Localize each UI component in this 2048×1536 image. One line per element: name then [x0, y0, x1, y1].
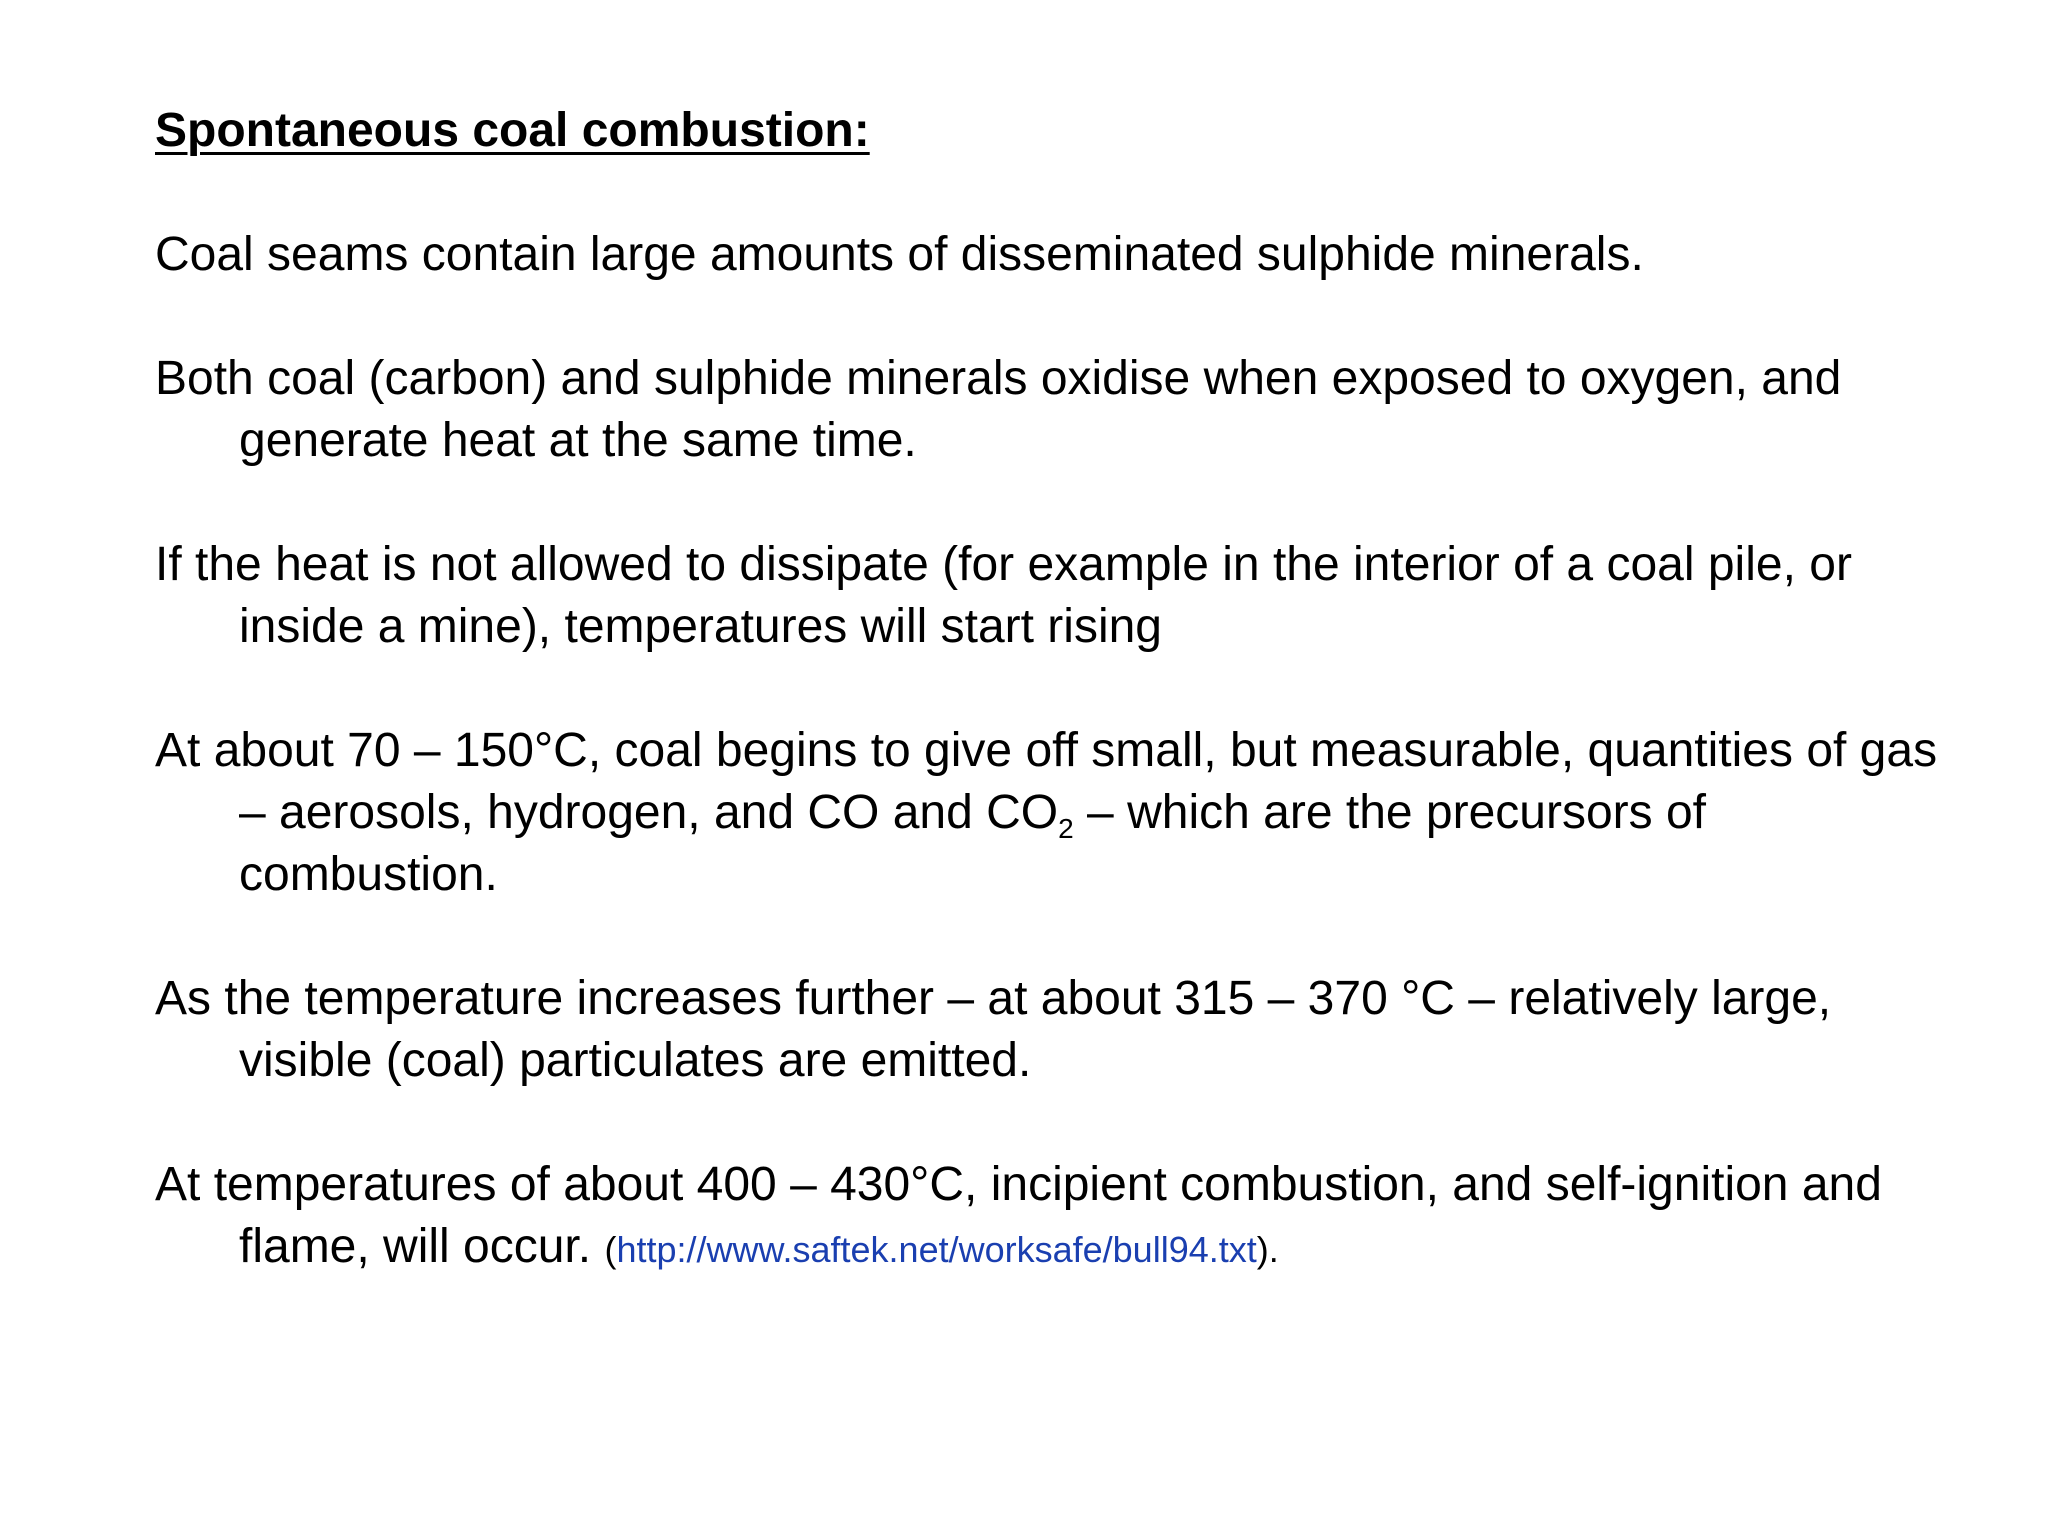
gas-emission-text-end: – which are the precursors of combustion.: [239, 786, 1707, 901]
paragraph-coal-seams: Coal seams contain large amounts of disseminated sulphide minerals.: [155, 228, 1644, 281]
gas-emission-text: At about 70 – 150°C, coal begins to give off small, but measurable, quantities of gas – aerosols, hydrogen, and CO and CO: [155, 724, 1938, 839]
reference-link[interactable]: http://www.saftek.net/worksafe/bull94.txt: [616, 1229, 1257, 1270]
co2-subscript: 2: [1058, 813, 1074, 844]
paragraph-heat-dissipation: If the heat is not allowed to dissipate (for example in the interior of a coal pile, or inside a mine), temperatures will start rising: [155, 538, 1852, 653]
reference: [604, 1229, 1278, 1270]
paragraph-oxidation: Both coal (carbon) and sulphide minerals oxidise when exposed to oxygen, and generate heat at the same time.: [155, 352, 1842, 467]
slide-content: [155, 100, 1955, 1343]
reference-close-paren: ).: [1256, 1229, 1279, 1270]
slide-title: Spontaneous coal combustion:: [155, 104, 870, 157]
paragraph-gas-emission: [155, 720, 1955, 906]
self-ignition-text: At temperatures of about 400 – 430°C, incipient combustion, and self-ignition and flame, will occur.: [155, 1158, 1882, 1273]
paragraph-particulates: As the temperature increases further – at about 315 – 370 °C – relatively large, visible (coal) particulates are emitted.: [155, 972, 1832, 1087]
paragraph-self-ignition: [155, 1154, 1955, 1281]
reference-open-paren: (: [604, 1229, 617, 1270]
